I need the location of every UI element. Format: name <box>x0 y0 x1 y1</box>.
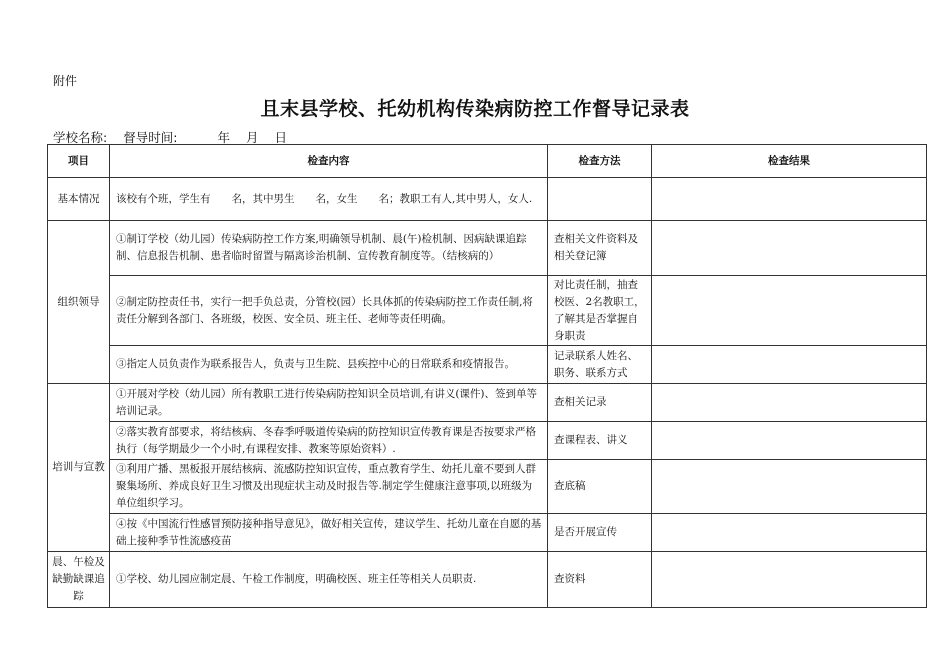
result-cell[interactable] <box>652 276 927 346</box>
document-title: 且末县学校、托幼机构传染病防控工作督导记录表 <box>260 98 690 120</box>
category-cell: 基本情况 <box>48 178 110 221</box>
method-cell: 查底稿 <box>548 460 652 514</box>
method-cell: 查资料 <box>548 552 652 608</box>
content-cell: ①开展对学校（幼儿园）所有教职工进行传染病防控知识全员培训,有讲义(课件)、签到单等培训记录。 <box>110 384 548 422</box>
year-label: 年 <box>217 130 230 145</box>
header-content: 检查内容 <box>110 145 548 178</box>
month-label: 月 <box>245 130 259 145</box>
table-row <box>48 460 927 514</box>
method-cell: 查相关文件资料及相关登记簿 <box>548 221 652 276</box>
category-cell: 培训与宣教 <box>48 384 110 552</box>
header-item: 项目 <box>48 145 110 178</box>
header-method: 检查方法 <box>548 145 652 178</box>
content-cell: ③利用广播、黑板报开展结核病、流感防控知识宣传，重点教育学生、幼托儿童不要到人群聚集场所、养成良好卫生习惯及出现症状主动及时报告等.制定学生健康注意事项,以班级为单位组织学习。 <box>110 460 548 514</box>
table-row <box>48 221 927 276</box>
table-row <box>48 346 927 384</box>
content-cell: 该校有个班，学生有 名，其中男生 名，女生 名；教职工有人,其中男人，女人. <box>110 178 548 221</box>
result-cell[interactable] <box>652 384 927 422</box>
method-cell: 是否开展宣传 <box>548 514 652 552</box>
table-row <box>48 422 927 460</box>
method-cell: 记录联系人姓名、职务、联系方式 <box>548 346 652 384</box>
supervision-record-table <box>47 144 927 608</box>
result-cell[interactable] <box>652 422 927 460</box>
result-cell[interactable] <box>652 460 927 514</box>
method-cell: 对比责任制，抽查校医、2名教职工，了解其是否掌握自身职责 <box>548 276 652 346</box>
table-row <box>48 552 927 608</box>
content-cell: ②制定防控责任书，实行一把手负总责，分管校(园）长具体抓的传染病防控工作责任制,将责任分解到各部门、各班级，校医、安全员、班主任、老师等责任明确。 <box>110 276 548 346</box>
table-row <box>48 276 927 346</box>
content-cell: ③指定人员负责作为联系报告人，负责与卫生院、县疾控中心的日常联系和疫情报告。 <box>110 346 548 384</box>
supervision-time-label: 督导时间: <box>123 130 178 145</box>
table-header-row <box>48 145 927 178</box>
school-name-label: 学校名称: <box>53 130 108 145</box>
method-cell: 查课程表、讲义 <box>548 422 652 460</box>
content-cell: ④按《中国流行性感冒预防接种指导意见》，做好相关宣传，建议学生、托幼儿童在自愿的基础上接种季节性流感疫苗 <box>110 514 548 552</box>
result-cell[interactable] <box>652 346 927 384</box>
content-cell: ①学校、幼儿园应制定晨、午检工作制度，明确校医、班主任等相关人员职责. <box>110 552 548 608</box>
result-cell[interactable] <box>652 178 927 221</box>
header-result: 检查结果 <box>652 145 927 178</box>
method-cell: 查相关记录 <box>548 384 652 422</box>
day-label: 日 <box>274 130 287 145</box>
category-cell: 晨、午检及缺勤缺课追踪 <box>48 552 110 608</box>
result-cell[interactable] <box>652 221 927 276</box>
attachment-label: 附件 <box>53 74 78 88</box>
table-row <box>48 514 927 552</box>
table-row <box>48 384 927 422</box>
content-cell: ②落实教育部要求，将结核病、冬春季呼吸道传染病的防控知识宣传教育课是否按要求严格执行（每学期最少一个小时,有课程安排、教案等原始资料）. <box>110 422 548 460</box>
method-cell <box>548 178 652 221</box>
content-cell: ①制订学校（幼儿园）传染病防控工作方案,明确领导机制、晨(午)检机制、因病缺课追踪制、信息报告机制、患者临时留置与隔离诊治机制、宣传教育制度等。（结核病的） <box>110 221 548 276</box>
result-cell[interactable] <box>652 514 927 552</box>
table-row <box>48 178 927 221</box>
category-cell: 组织领导 <box>48 221 110 384</box>
result-cell[interactable] <box>652 552 927 608</box>
